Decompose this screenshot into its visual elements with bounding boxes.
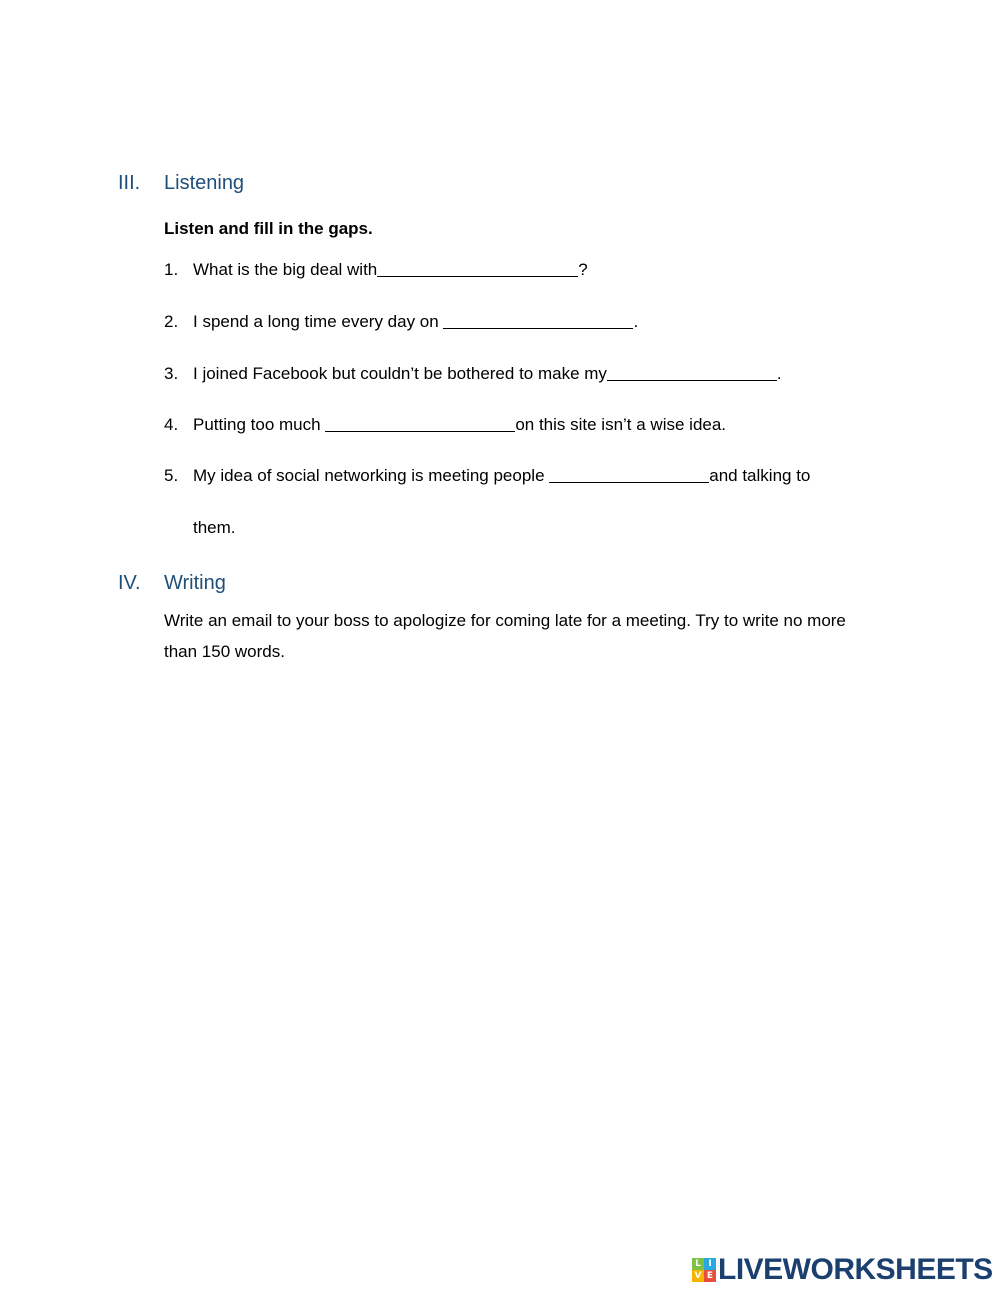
badge-letter: E xyxy=(704,1270,716,1282)
question-text-after: and talking to xyxy=(709,466,811,485)
question-text-before: Putting too much xyxy=(193,415,326,434)
section-heading-listening xyxy=(118,173,244,193)
question-number: 1. xyxy=(164,260,179,279)
answer-blank[interactable] xyxy=(607,366,777,381)
question-text-before: What is the big deal with xyxy=(193,260,378,279)
question-number: 4. xyxy=(164,415,179,434)
question-item xyxy=(164,313,638,330)
answer-blank[interactable] xyxy=(443,314,633,329)
question-item xyxy=(164,365,782,382)
answer-blank[interactable] xyxy=(377,262,578,277)
question-number: 2. xyxy=(164,312,179,331)
question-text-after: on this site isn’t a wise idea. xyxy=(515,415,727,434)
section-numeral: III. xyxy=(118,172,141,194)
question-continuation: them. xyxy=(193,518,236,537)
question-text-after: . xyxy=(776,364,782,383)
section-title: Writing xyxy=(164,572,226,594)
question-item xyxy=(164,261,588,278)
question-number: 5. xyxy=(164,466,179,485)
writing-task-text: Write an email to your boss to apologize for coming late for a meeting. Try to write no more than 150 words. xyxy=(164,611,846,661)
question-text-after: ? xyxy=(578,260,588,279)
question-item xyxy=(164,416,726,433)
question-text-before: I joined Facebook but couldn’t be bothered to make my xyxy=(193,364,607,383)
question-item xyxy=(164,467,810,484)
answer-blank[interactable] xyxy=(325,417,515,432)
badge-letter: L xyxy=(692,1258,704,1270)
badge-letter: V xyxy=(692,1270,704,1282)
question-text-after: . xyxy=(633,312,639,331)
badge-letter: I xyxy=(704,1258,716,1270)
answer-blank[interactable] xyxy=(549,468,709,483)
section-heading-writing xyxy=(118,573,226,593)
liveworksheets-logo xyxy=(692,1253,993,1286)
question-number: 3. xyxy=(164,364,179,383)
logo-text: LIVEWORKSHEETS xyxy=(718,1253,993,1286)
question-text-before: I spend a long time every day on xyxy=(193,312,444,331)
section-numeral: IV. xyxy=(118,572,141,594)
listening-instruction: Listen and fill in the gaps. xyxy=(164,219,373,238)
question-text-before: My idea of social networking is meeting people xyxy=(193,466,550,485)
section-title: Listening xyxy=(164,172,245,194)
logo-badge-icon xyxy=(692,1258,716,1282)
